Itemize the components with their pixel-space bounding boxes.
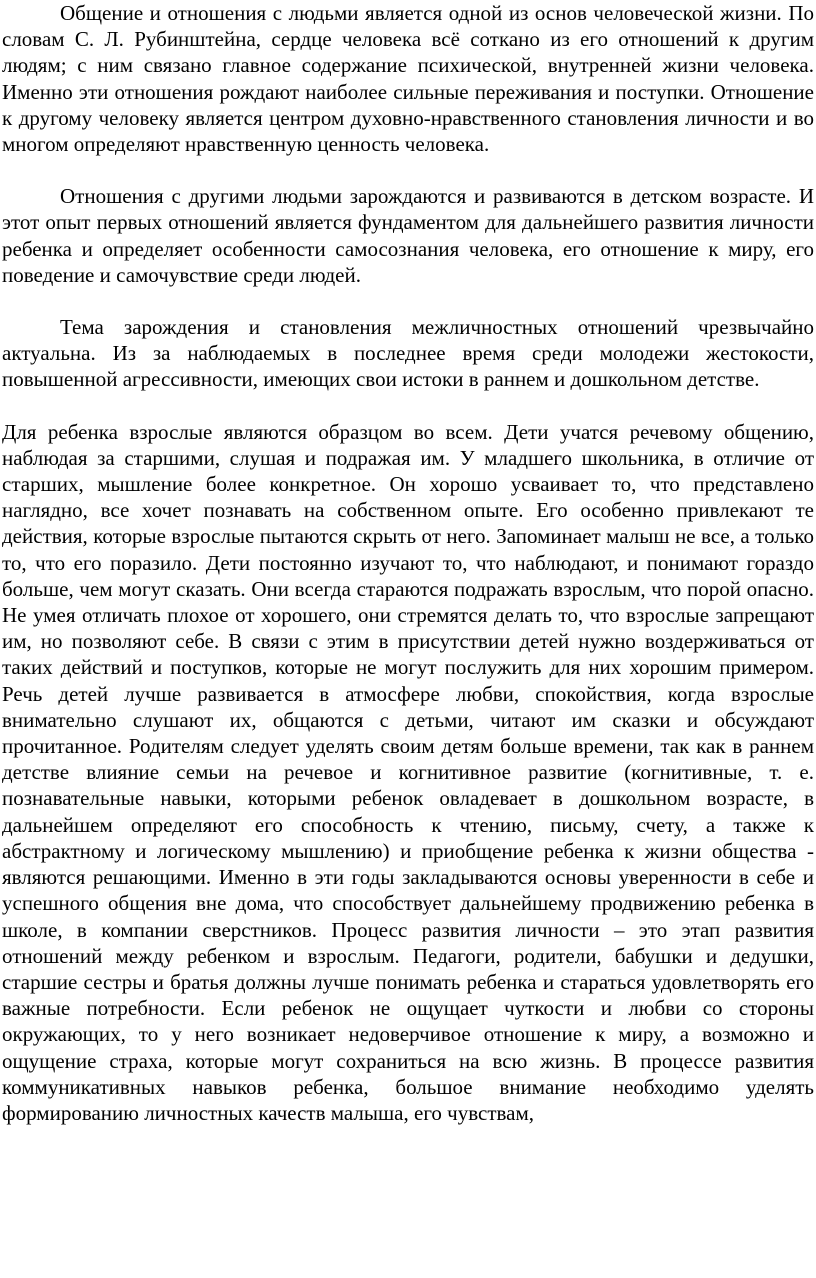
paragraph-spacer: [2, 157, 814, 183]
paragraph-spacer: [2, 288, 814, 314]
paragraph-2: Отношения с другими людьми зарождаются и развиваются в детском возрасте. И этот опыт первых отношений является фундаментом для дальнейшего развития личности ребенка и определяет особенности самосознания человека, его отношение к миру, его поведение и самочувствие среди людей.: [2, 184, 814, 287]
paragraph-4: Для ребенка взрослые являются образцом во всем. Дети учатся речевому общению, наблюдая за старшими, слушая и подражая им. У младшего школьника, в отличие от старших, мышление более конкретное. Он хорошо усваивает то, что представлено наглядно, все хочет познавать на собственном опыте. Его особенно привлекают те действия, которые взрослые пытаются скрыть от него. Запоминает малыш не все, а только то, что его поразило. Дети постоянно изучают то, что наблюдают, и понимают гораздо больше, чем могут сказать. Они всегда стараются подражать взрослым, что порой опасно. Не умея отличать плохое от хорошего, они стремятся делать то, что взрослые запрещают им, но позволяют себе. В связи с этим в присутствии детей нужно воздерживаться от таких действий и поступков, которые не могут послужить для них хорошим примером. Речь детей лучше развивается в атмосфере любви, спокойствия, когда взрослые внимательно слушают их, общаются с детьми, читают им сказки и обсуждают прочитанное. Родителям следует уделять своим детям больше времени, так как в раннем детстве влияние семьи на речевое и когнитивное развитие (когнитивные, т. е. познавательные навыки, которыми ребенок овладевает в дошкольном возрасте, в дальнейшем определяют его способность к чтению, письму, счету, а также к абстрактному и логическому мышлению) и приобщение ребенка к жизни общества - являются решающими. Именно в эти годы закладываются основы уверенности в себе и успешного общения вне дома, что способствует дальнейшему продвижению ребенка в школе, в компании сверстников. Процесс развития личности – это этап развития отношений между ребенком и взрослым. Педагоги, родители, бабушки и дедушки, старшие сестры и братья должны лучше понимать ребенка и стараться удовлетворять его важные потребности. Если ребенок не ощущает чуткости и любви со стороны окружающих, то у него возникает недоверчивое отношение к миру, а возможно и ощущение страха, которые могут сохраниться на всю жизнь. В процессе развития коммуникативных навыков ребенка, большое внимание необходимо уделять формированию личностных качеств малыша, его чувствам,: [2, 419, 814, 1125]
paragraph-spacer: [2, 393, 814, 419]
paragraph-3: Тема зарождения и становления межличностных отношений чрезвычайно актуальна. Из за наблюдаемых в последнее время среди молодежи жестокости, повышенной агрессивности, имеющих свои истоки в раннем и дошкольном детстве.: [2, 315, 814, 392]
paragraph-1: Общение и отношения с людьми является одной из основ человеческой жизни. По словам С. Л. Рубинштейна, сердце человека всё соткано из его отношений к другим людям; с ним связано главное содержание психической, внутренней жизни человека. Именно эти отношения рождают наиболее сильные переживания и поступки. Отношение к другому человеку является центром духовно-нравственного становления личности и во многом определяют нравственную ценность человека.: [2, 1, 814, 157]
